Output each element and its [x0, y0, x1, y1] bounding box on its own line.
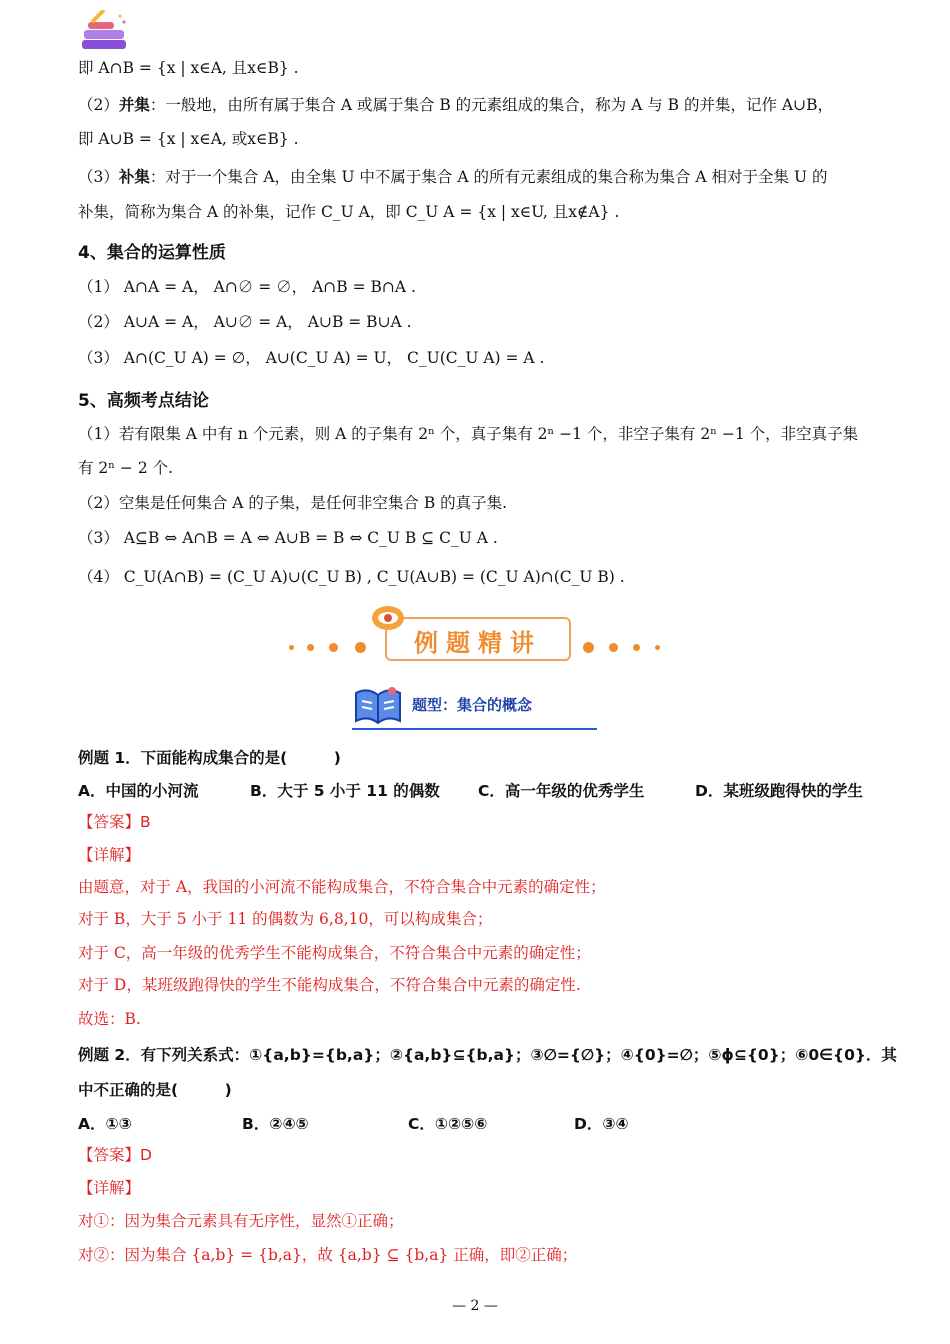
item-number: （2）	[78, 96, 119, 114]
complement-text: ：对于一个集合 A，由全集 U 中不属于集合 A 的所有元素组成的集合称为集合 A 相对于全集 U 的	[149, 168, 828, 186]
detail-tag: 【详解】	[78, 846, 141, 864]
q1-stem: 例题 1．下面能构成集合的是( )	[78, 749, 341, 767]
property-line-1: （1） A∩A = A， A∩∅ = ∅， A∩B = B∩A .	[78, 278, 416, 296]
conclusion-line-1b: 有 2ⁿ − 2 个.	[78, 459, 174, 477]
property-line-3: （3） A∩(C_U A) = ∅， A∪(C_U A) = U， C_U(C_U A) = A .	[78, 349, 545, 367]
detail-tag: 【详解】	[78, 1179, 141, 1197]
q1-answer	[78, 811, 880, 833]
q2-option-b: B．②④⑤	[242, 1115, 309, 1133]
union-term: 并集	[118, 96, 150, 114]
intersection-def-line: 即 A∩B = {x | x∈A, 且x∈B} .	[78, 59, 299, 77]
q2-option-c: C．①②⑤⑥	[408, 1115, 488, 1133]
q1-option-b: B．大于 5 小于 11 的偶数	[250, 782, 440, 800]
subheading-underline	[352, 728, 597, 730]
complement-formula-line: 补集，简称为集合 A 的补集，记作 C_U A，即 C_U A = {x | x∈U, 且x∉A} .	[78, 203, 620, 221]
q1-detail-tag	[78, 844, 880, 866]
banner-title: 例题精讲	[414, 629, 542, 657]
complement-term: 补集	[118, 168, 150, 186]
q1-detail-1: 由题意，对于 A，我国的小河流不能构成集合，不符合集合中元素的确定性；	[78, 878, 606, 896]
item-number: （3）	[78, 168, 119, 186]
complement-def-line	[78, 166, 880, 188]
topic-label: 题型：集合的概念	[412, 696, 533, 714]
q2-answer	[78, 1144, 880, 1166]
banner-box	[385, 617, 571, 661]
q2-detail-tag	[78, 1177, 880, 1199]
answer-value: D	[140, 1146, 152, 1164]
answer-tag: 【答案】	[78, 1146, 141, 1164]
conclusion-line-2: （2）空集是任何集合 A 的子集，是任何非空集合 B 的真子集.	[78, 494, 508, 512]
union-formula-line: 即 A∪B = {x | x∈A, 或x∈B} .	[78, 130, 299, 148]
section-heading-4: 4、集合的运算性质	[78, 243, 226, 263]
books-pencil-icon	[80, 10, 132, 52]
answer-value: B	[140, 813, 151, 831]
q2-stem-1: 例题 2．有下列关系式：①{a,b}={b,a}；②{a,b}⊆{b,a}；③∅={∅}；④{0}=∅；⑤ϕ⊆{0}；⑥0∈{0}．其	[78, 1046, 897, 1064]
q1-detail-3: 对于 C，高一年级的优秀学生不能构成集合，不符合集合中元素的确定性；	[78, 944, 591, 962]
union-text: ：一般地，由所有属于集合 A 或属于集合 B 的元素组成的集合，称为 A 与 B 的并集，记作 A∪B，	[149, 96, 833, 114]
q2-option-d: D．③④	[574, 1115, 629, 1133]
eye-icon	[371, 605, 405, 631]
q2-detail-1: 对①：因为集合元素具有无序性，显然①正确；	[78, 1212, 404, 1230]
conclusion-line-3: （3） A⊆B ⇔ A∩B = A ⇔ A∪B = B ⇔ C_U B ⊆ C_U A .	[78, 529, 498, 547]
q1-detail-2: 对于 B，大于 5 小于 11 的偶数为 6,8,10，可以构成集合；	[78, 910, 493, 928]
property-line-2: （2） A∪A = A， A∪∅ = A， A∪B = B∪A .	[78, 313, 412, 331]
conclusion-line-1a: （1）若有限集 A 中有 n 个元素，则 A 的子集有 2ⁿ 个，真子集有 2ⁿ −1 个，非空子集有 2ⁿ −1 个，非空真子集	[78, 425, 859, 443]
page-number: — 2 —	[452, 1298, 498, 1314]
answer-tag: 【答案】	[78, 813, 141, 831]
q2-option-a: A．①③	[78, 1115, 132, 1133]
union-def-line	[78, 94, 880, 116]
q1-option-c: C．高一年级的优秀学生	[478, 782, 645, 800]
q1-detail-5: 故选：B.	[78, 1010, 141, 1028]
conclusion-line-4: （4） C_U(A∩B) = (C_U A)∪(C_U B) , C_U(A∪B) = (C_U A)∩(C_U B) .	[78, 568, 625, 586]
topic-subheading	[352, 683, 597, 731]
q1-option-a: A．中国的小河流	[78, 782, 199, 800]
section-heading-5: 5、高频考点结论	[78, 391, 209, 411]
q2-stem-2: 中不正确的是( )	[78, 1081, 232, 1099]
q2-detail-2: 对②：因为集合 {a,b} = {b,a}，故 {a,b} ⊆ {b,a} 正确，即②正确；	[78, 1246, 578, 1264]
q1-detail-4: 对于 D，某班级跑得快的学生不能构成集合，不符合集合中元素的确定性.	[78, 976, 581, 994]
example-banner	[285, 605, 670, 663]
open-book-icon	[352, 683, 404, 727]
q1-option-d: D．某班级跑得快的学生	[695, 782, 863, 800]
